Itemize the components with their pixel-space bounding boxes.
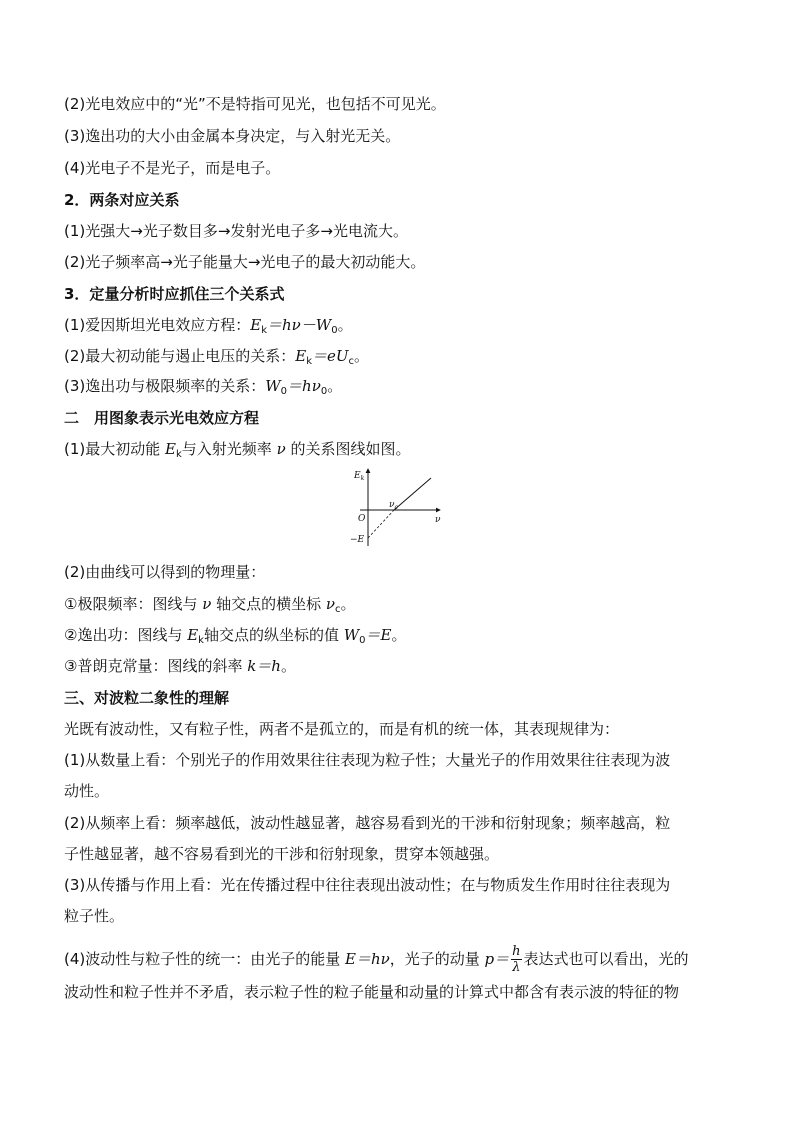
threshold-frequency-label: $\nu_c$	[389, 500, 398, 511]
symbol: ν	[276, 440, 286, 458]
subscript: k	[261, 325, 267, 336]
text: ，光子的动量	[389, 950, 485, 968]
subscript: c	[348, 356, 355, 367]
symbol: E＝hν	[345, 950, 390, 968]
text: ③普朗克常量：图线的斜率	[64, 657, 248, 675]
formula-line	[64, 594, 356, 614]
subheading: 2．两条对应关系	[64, 191, 180, 209]
formula-line	[64, 346, 369, 366]
graph-line	[394, 478, 431, 510]
formula-line	[64, 376, 342, 396]
symbol: ＝eU	[312, 347, 349, 365]
text: (2)最大初动能与遏止电压的关系：	[64, 347, 296, 365]
subscript: k	[306, 356, 312, 367]
symbol: W	[343, 626, 360, 644]
subscript: k	[198, 635, 204, 646]
text: 轴交点的横坐标	[211, 595, 326, 613]
text-line: 粒子性。	[64, 907, 125, 925]
symbol: E	[165, 440, 176, 458]
ek-vs-frequency-graph	[346, 466, 446, 548]
text: 与入射光频率	[181, 440, 277, 458]
text-line: (2)从频率上看：频率越低，波动性越显著，越容易看到光的干涉和衍射现象；频率越高，粒	[64, 814, 671, 832]
text: ①极限频率：图线与	[64, 595, 203, 613]
text: 。	[337, 316, 353, 334]
subscript: 0	[280, 386, 288, 397]
denominator: λ	[512, 960, 521, 975]
text: ②逸出功：图线与	[64, 626, 188, 644]
symbol: E	[295, 347, 307, 365]
numerator: h	[512, 944, 521, 959]
text-line: (4)光电子不是光子，而是电子。	[64, 159, 281, 177]
text: 表达式也可以看出，光的	[523, 950, 689, 968]
x-axis-label: ν	[435, 515, 441, 525]
symbol: ν	[202, 595, 212, 613]
symbol: k＝h	[247, 657, 281, 675]
origin-label: O	[358, 514, 366, 524]
text-line: (1)从数量上看：个别光子的作用效果往往表现为粒子性；大量光子的作用效果往往表现为波	[64, 751, 671, 769]
text: 的关系图线如图。	[285, 440, 411, 458]
text: 。	[340, 595, 356, 613]
intercept-label: −E	[350, 535, 365, 545]
subscript: c	[335, 604, 341, 615]
formula-line	[64, 315, 353, 335]
symbol: ν	[325, 595, 336, 613]
subscript: 0	[331, 325, 338, 336]
section-heading: 三、对波粒二象性的理解	[64, 689, 230, 707]
formula-line	[64, 439, 410, 459]
text: 。	[327, 377, 343, 395]
symbol: E	[187, 626, 199, 644]
text: 。	[280, 657, 296, 675]
text: (4)波动性与粒子性的统一：由光子的能量	[64, 950, 346, 968]
text-line: (3)逸出功的大小由金属本身决定，与入射光无关。	[64, 127, 401, 145]
symbol: p＝	[484, 950, 510, 968]
text: 轴交点的纵坐标的值	[203, 626, 344, 644]
text-line: 动性。	[64, 782, 110, 800]
section-heading: 二 用图象表示光电效应方程	[64, 409, 260, 427]
subscript: k	[175, 449, 182, 460]
symbol: ＝E	[365, 626, 392, 644]
text-line: (1)光强大→光子数目多→发射光电子多→光电流大。	[64, 222, 408, 240]
text: (3)逸出功与极限频率的关系：	[64, 377, 266, 395]
subheading: 3．定量分析时应抓住三个关系式	[64, 285, 285, 303]
text: 。	[391, 626, 407, 644]
y-axis-label: $E_k$	[354, 471, 365, 482]
text-line: 光既有波动性，又有粒子性，两者不是孤立的，而是有机的统一体，其表现规律为：	[64, 720, 620, 738]
text-line: (2)光电效应中的“光”不是特指可见光，也包括不可见光。	[64, 95, 446, 113]
text-line: (2)由曲线可以得到的物理量：	[64, 563, 266, 581]
text-line: 子性越显著，越不容易看到光的干涉和衍射现象，贯穿本领越强。	[64, 845, 500, 863]
text: 。	[354, 347, 370, 365]
text-line: (3)从传播与作用上看：光在传播过程中往往表现出波动性；在与物质发生作用时往往表现为	[64, 876, 671, 894]
symbol: W	[265, 377, 281, 395]
symbol: E	[250, 316, 262, 334]
text: (1)爱因斯坦光电效应方程：	[64, 316, 251, 334]
graph-extension-dashed	[368, 510, 394, 538]
symbol: ＝hν－W	[267, 316, 332, 334]
formula-line	[64, 944, 689, 975]
fraction-h-over-lambda	[511, 944, 521, 975]
text-line: 波动性和粒子性并不矛盾，表示粒子性的粒子能量和动量的计算式中都含有表示波的特征的物	[64, 983, 680, 1001]
symbol: ＝hν	[287, 377, 321, 395]
text: (1)最大初动能	[64, 440, 166, 458]
formula-line	[64, 625, 407, 645]
subscript: 0	[320, 386, 328, 397]
text-line: (2)光子频率高→光子能量大→光电子的最大初动能大。	[64, 253, 426, 271]
formula-line	[64, 656, 296, 676]
subscript: 0	[359, 635, 366, 646]
